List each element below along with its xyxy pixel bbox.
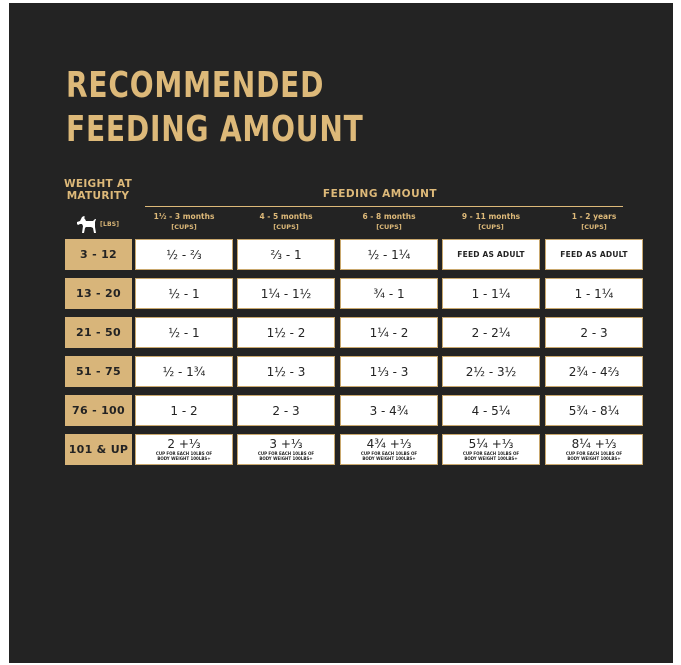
table-cell: 1½ - 2 [237,317,335,348]
weight-cell: 101 & UP [65,434,132,465]
table-cell [237,434,335,465]
table-cell: FEED AS ADULT [545,239,643,270]
table-cell [545,434,643,465]
weight-unit-header [74,213,134,235]
column-unit: [CUPS] [171,223,197,231]
table-cell: 1¼ - 2 [340,317,438,348]
cell-value: 5¼ +⅓ [468,437,514,451]
table-cell: 2 - 2¼ [442,317,540,348]
table-cell: 1⅓ - 3 [340,356,438,387]
table-cell: 1 - 2 [135,395,233,426]
note-line: CUP FOR EACH 10LBS OF [257,451,315,456]
weight-cell: 13 - 20 [65,278,132,309]
column-unit: [CUPS] [581,223,607,231]
cell-note [156,452,212,461]
cell-note [566,452,622,461]
table-cell: FEED AS ADULT [442,239,540,270]
column-unit: [CUPS] [376,223,402,231]
note-line: BODY WEIGHT 100LBS+ [259,455,313,461]
table-cell: 3 - 4¾ [340,395,438,426]
weight-header-line-1: WEIGHT AT [63,178,133,190]
dog-icon [74,213,98,235]
weight-cell: 76 - 100 [65,395,132,426]
column-header [340,212,438,232]
table-cell: ⅔ - 1 [237,239,335,270]
cell-value: 3 +⅓ [269,437,303,451]
table-cell: ½ - 1 [135,317,233,348]
weight-cell: 21 - 50 [65,317,132,348]
table-cell: 2¾ - 4⅔ [545,356,643,387]
weight-unit-label: [LBS] [100,221,120,228]
table-cell [442,434,540,465]
table-cell: 1 - 1¼ [545,278,643,309]
table-cell: 1½ - 3 [237,356,335,387]
column-unit: [CUPS] [273,223,299,231]
weight-cell: 51 - 75 [65,356,132,387]
column-label: 9 - 11 months [461,212,521,221]
feeding-amount-header: FEEDING AMOUNT [322,188,438,200]
column-label: 1½ - 3 months [153,212,215,221]
column-label: 4 - 5 months [259,212,313,221]
table-cell: 2½ - 3½ [442,356,540,387]
column-header [135,212,233,232]
column-header [442,212,540,232]
note-line: CUP FOR EACH 10LBS OF [360,451,418,456]
note-line: BODY WEIGHT 100LBS+ [567,455,621,461]
weight-cell: 3 - 12 [65,239,132,270]
title-line-1: RECOMMENDED [66,65,325,106]
column-unit: [CUPS] [478,223,504,231]
cell-note [258,452,314,461]
column-header [237,212,335,232]
note-line: CUP FOR EACH 10LBS OF [565,451,623,456]
table-cell: 2 - 3 [545,317,643,348]
note-line: CUP FOR EACH 10LBS OF [462,451,520,456]
cell-note [361,452,417,461]
note-line: BODY WEIGHT 100LBS+ [362,455,416,461]
table-cell: ¾ - 1 [340,278,438,309]
cell-value: 2 +⅓ [167,437,201,451]
weight-header [62,178,134,202]
weight-header-line-2: MATURITY [66,190,130,202]
column-header [545,212,643,232]
column-label: 6 - 8 months [362,212,416,221]
note-line: BODY WEIGHT 100LBS+ [464,455,518,461]
cell-value: 4¾ +⅓ [366,437,412,451]
table-cell [340,434,438,465]
cell-note [463,452,519,461]
table-cell: 1¼ - 1½ [237,278,335,309]
page-title [66,64,364,152]
title-line-2: FEEDING AMOUNT [66,109,364,150]
table-cell: 2 - 3 [237,395,335,426]
table-cell: ½ - 1 [135,278,233,309]
column-label: 1 - 2 years [571,212,617,221]
feeding-header-divider [145,206,623,207]
note-line: CUP FOR EACH 10LBS OF [155,451,213,456]
table-cell: ½ - ⅔ [135,239,233,270]
table-cell: 1 - 1¼ [442,278,540,309]
note-line: BODY WEIGHT 100LBS+ [157,455,211,461]
table-cell [135,434,233,465]
table-cell: 4 - 5¼ [442,395,540,426]
cell-value: 8¼ +⅓ [571,437,617,451]
table-cell: 5¾ - 8¼ [545,395,643,426]
table-cell: ½ - 1¾ [135,356,233,387]
table-cell: ½ - 1¼ [340,239,438,270]
